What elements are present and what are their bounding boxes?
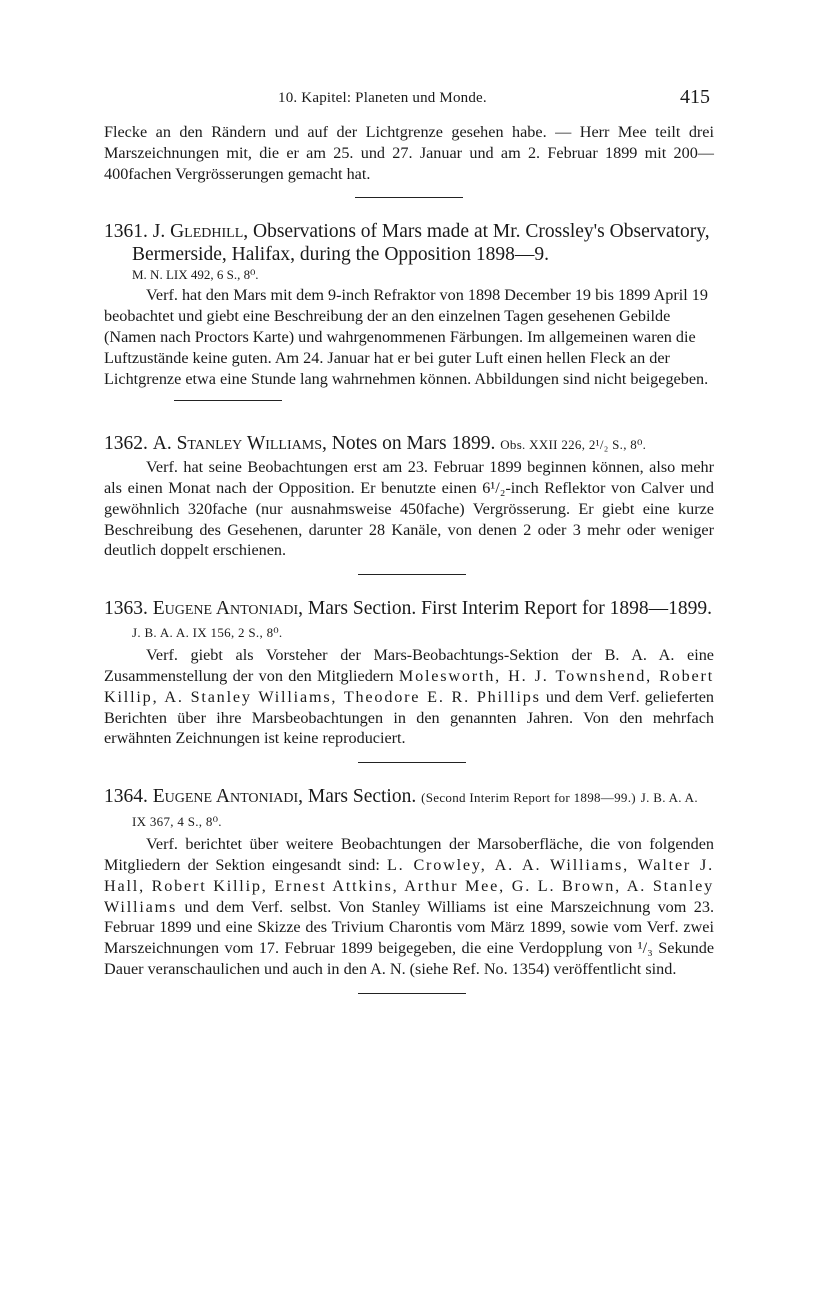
section-divider [174,400,282,401]
entry-number: 1362. [104,433,148,455]
entry-number: 1361. [104,221,148,243]
entry-body-text: Verf. hat den Mars mit dem 9-inch Refraktor von 1898 December 19 bis 1899 April 19 beobachtet und giebt eine Beschreibung der an den einzelnen Tagen gesehenen Gebilde (Namen nach Proctors Karte) und wahrgenommenen Färbungen. Im allgemeinen waren die Luftzustände keine guten. Am 24. Januar hat er bei guter Luft einen hellen Fleck an der Lichtgrenze etwa eine Stunde lang wahrnehmen können. Abbildungen sind nicht beigegeben. [104,286,709,388]
entry-body-start: Verf. berichtet über weitere Beobachtungen der Marsoberfläche, die von folgenden Mitgliedern der Sektion eingesandt sind: [104,835,714,874]
entry-title: Notes on Mars 1899. [331,433,496,455]
section-divider [358,762,466,763]
entry-body: Verf. hat seine Beobachtungen erst am 23. Februar 1899 beginnen können, also mehr als einen Monat nach der Opposition. Er benutzte einen 6¹/₂-inch Reflektor von Calver und gewöhnlich 320fache (nur ausnahmsweise 450fache) Vergrösserung. Er giebt eine kurze Beschreibung des Gesehenen, darunter 28 Kanäle, von denen 2 oder 3 mehr oder weniger deutlich doppelt erschienen. [104,458,714,560]
entry-title: Mars Section. [307,786,417,808]
entry-body-end: und dem Verf. gelieferten Berichten über ihre Marsbeobachtungen in den genannten Jahren. Von den mehrfach erwähnten Zeichnungen ist keine reproduciert. [104,687,715,748]
entry-heading [104,597,714,644]
entry-author: Eugene Antoniadi, [152,786,304,808]
entry-author: A. Stanley Williams, [152,433,327,455]
entry-1363 [104,597,714,763]
entry-author: Eugene Antoniadi, [152,598,304,620]
entry-body-names: Molesworth, H. J. Townshend, Robert Killip, A. Stanley Williams, Theodore E. R. Phillips [104,666,714,706]
entry-author: J. Gledhill, [152,221,249,243]
continuation-paragraph: Flecke an den Rändern und auf der Lichtgrenze gesehen habe. — Herr Mee teilt drei Marszeichnungen mit, die er am 25. und 27. Januar und am 2. Februar 1899 mit 200—400fachen Vergrösserungen gemacht hat. [104,123,714,183]
entry-heading [104,432,714,456]
entry-number: 1363. [104,598,148,620]
chapter-title: 10. Kapitel: Planeten und Monde. [278,90,487,106]
entry-citation: J. B. A. A. IX 367, 4 S., 8⁰. [132,790,698,830]
entry-heading [104,220,714,266]
entry-heading [104,785,714,833]
section-divider [355,197,463,198]
entry-1362 [104,432,714,575]
entry-citation: J. B. A. A. IX 156, 2 S., 8⁰. [132,625,283,641]
entry-1361 [104,220,714,410]
entry-body [104,285,714,410]
entry-body-end: und dem Verf. selbst. Von Stanley Williams ist eine Marszeichnung vom 23. Februar 1899 und eine Skizze des Trivium Charontis vom März 1899, sowie vom Verf. zwei Marszeichnungen vom 17. Februar 1899 beigegeben, die eine Verdopplung von ¹/₃ Sekunde Dauer veranschaulichen und auch in den A. N. (siehe Ref. No. 1354) veröffentlicht sind. [104,897,714,978]
entry-title: Mars Section. First Interim Report for 1898—1899. [307,598,712,620]
entry-citation: Obs. XXII 226, 2¹/₂ S., 8⁰. [500,437,647,453]
entry-body [104,645,714,749]
entry-subtitle: (Second Interim Report for 1898—99.) [421,790,636,806]
entry-number: 1364. [104,786,148,808]
entry-title: Observations of Mars made at Mr. Crossley's Observatory, Bermerside, Halifax, during the Opposition 1898—9. [132,221,710,266]
entry-body-names: L. Crowley, A. A. Williams, Walter J. Hall, Robert Killip, Ernest Attkins, Arthur Mee, G. L. Brown, A. Stanley Williams [104,855,715,916]
entry-citation: M. N. LIX 492, 6 S., 8⁰. [132,267,259,283]
section-divider [358,993,466,994]
running-head [104,84,714,114]
section-divider [358,574,466,575]
entry-1364 [104,785,714,994]
page-number: 415 [680,86,710,108]
page [104,84,714,994]
entry-body [104,834,714,980]
entry-body-start: Verf. giebt als Vorsteher der Mars-Beobachtungs-Sektion der B. A. A. eine Zusammenstellung der von den Mitgliedern [104,646,714,685]
